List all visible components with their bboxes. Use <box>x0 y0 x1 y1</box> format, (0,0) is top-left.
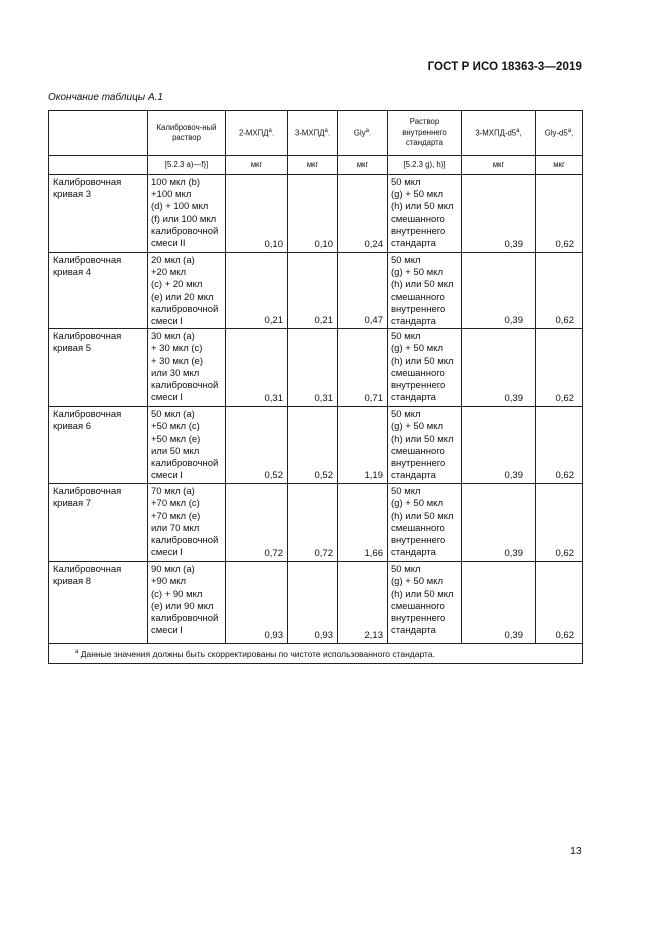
row-label-line: Калибровочная <box>53 331 122 343</box>
calibration-mix-line: +50 мкл (c) <box>151 421 200 433</box>
row-label-line: Калибровочная <box>53 486 122 498</box>
calibration-mix-line: смеси I <box>151 470 183 482</box>
calibration-mix-line: +70 мкл (e) <box>151 510 201 522</box>
value-3-mchpd-d5: 0,39 <box>462 484 536 562</box>
value-gly-d5: 0,62 <box>536 484 583 562</box>
table-row <box>49 484 583 562</box>
table-row <box>49 329 583 407</box>
header-2-mchpd: 2-МХПД$^a$. <box>226 111 288 156</box>
row-label <box>49 407 148 484</box>
footnote-mark: a <box>75 649 79 656</box>
calibration-mix <box>148 407 226 484</box>
calibration-mix-line: калибровочной <box>151 535 219 547</box>
calibration-mix-line: смеси I <box>151 316 183 328</box>
unit-cell: мкг <box>226 156 288 175</box>
internal-standard-line: смешанного <box>391 600 445 612</box>
value-2-mchpd: 0,31 <box>226 329 288 407</box>
unit-cell: [5.2.3 a)—f)] <box>148 156 226 175</box>
internal-standard-line: смешанного <box>391 367 445 379</box>
calibration-mix-line: (f) или 100 мкл <box>151 213 217 225</box>
internal-standard-line: стандарта <box>391 238 436 250</box>
value-gly: 2,13 <box>338 562 388 644</box>
header-3-mchpd: 3-МХПД$^a$. <box>288 111 338 156</box>
internal-standard-line: внутреннего <box>391 458 446 470</box>
calibration-mix-line: + 30 мкл (e) <box>151 355 203 367</box>
calibration-mix-line: (c) + 90 мкл <box>151 588 203 600</box>
value-3-mchpd-d5: 0,39 <box>462 175 536 253</box>
calibration-mix-line: или 70 мкл <box>151 522 200 534</box>
calibration-mix-line: 30 мкл (a) <box>151 331 195 343</box>
internal-standard-line: (h) или 50 мкл <box>391 201 454 213</box>
row-label-line: кривая 6 <box>53 421 92 433</box>
calibration-mix-line: 50 мкл (a) <box>151 409 195 421</box>
row-label <box>49 175 148 253</box>
row-label-line: Калибровочная <box>53 255 122 266</box>
internal-standard-line: 50 мкл <box>391 331 421 343</box>
value-3-mchpd: 0,31 <box>288 329 338 407</box>
internal-standard-line: (h) или 50 мкл <box>391 510 454 522</box>
row-label-line: Калибровочная <box>53 564 122 576</box>
value-3-mchpd-d5: 0,39 <box>462 329 536 407</box>
table-caption: Окончание таблицы А.1 <box>48 92 163 103</box>
document-number: ГОСТ Р ИСО 18363-3—2019 <box>427 61 582 73</box>
calibration-mix-line: +20 мкл <box>151 267 187 279</box>
row-label-line: кривая 8 <box>53 576 92 588</box>
unit-cell: мкг <box>462 156 536 175</box>
internal-standard-line: стандарта <box>391 625 436 637</box>
calibration-mix-line: +90 мкл <box>151 576 187 588</box>
internal-standard-line: 50 мкл <box>391 564 421 576</box>
value-3-mchpd: 0,21 <box>288 253 338 329</box>
header-calibration-solution: Калибровоч-ный раствор <box>148 111 226 156</box>
calibration-mix <box>148 175 226 253</box>
calibration-mix-line: (c) + 20 мкл <box>151 279 203 291</box>
internal-standard-line: (g) + 50 мкл <box>391 189 443 201</box>
table-row <box>49 253 583 329</box>
internal-standard <box>388 329 462 407</box>
calibration-mix-line: калибровочной <box>151 303 219 315</box>
internal-standard-line: стандарта <box>391 392 436 404</box>
value-3-mchpd: 0,72 <box>288 484 338 562</box>
unit-cell: мкг <box>338 156 388 175</box>
calibration-mix-line: +70 мкл (c) <box>151 498 200 510</box>
internal-standard-line: стандарта <box>391 316 436 328</box>
calibration-mix-line: смеси I <box>151 392 183 404</box>
internal-standard-line: смешанного <box>391 291 445 303</box>
internal-standard-line: 50 мкл <box>391 255 421 266</box>
calibration-mix-line: 70 мкл (a) <box>151 486 195 498</box>
footnote-row <box>49 644 583 664</box>
calibration-table <box>48 110 583 664</box>
value-2-mchpd: 0,72 <box>226 484 288 562</box>
internal-standard <box>388 253 462 329</box>
calibration-mix-line: смеси I <box>151 547 183 559</box>
internal-standard-line: (h) или 50 мкл <box>391 433 454 445</box>
value-3-mchpd-d5: 0,39 <box>462 407 536 484</box>
internal-standard-line: (h) или 50 мкл <box>391 355 454 367</box>
table-row <box>49 562 583 644</box>
internal-standard-line: стандарта <box>391 547 436 559</box>
value-gly: 1,66 <box>338 484 388 562</box>
calibration-mix-line: или 30 мкл <box>151 367 200 379</box>
internal-standard-line: (g) + 50 мкл <box>391 343 443 355</box>
unit-cell: [5.2.3 g), h)] <box>388 156 462 175</box>
value-2-mchpd: 0,52 <box>226 407 288 484</box>
footnote-text: Данные значения должны быть скорректированы по чистоте использованного стандарта. <box>80 649 435 660</box>
header-3-mchpd-d5: 3-МХПД-d5$^a$, <box>462 111 536 156</box>
value-3-mchpd-d5: 0,39 <box>462 562 536 644</box>
calibration-mix-line: +100 мкл <box>151 189 192 201</box>
row-label <box>49 562 148 644</box>
row-label-line: кривая 7 <box>53 498 92 510</box>
calibration-mix-line: калибровочной <box>151 380 219 392</box>
value-gly-d5: 0,62 <box>536 407 583 484</box>
value-2-mchpd: 0,21 <box>226 253 288 329</box>
page-number: 13 <box>570 845 582 857</box>
calibration-mix-line: (e) или 90 мкл <box>151 600 214 612</box>
calibration-mix-line: калибровочной <box>151 225 219 237</box>
calibration-mix-line: калибровочной <box>151 613 219 625</box>
value-gly: 1,19 <box>338 407 388 484</box>
calibration-mix-line: смеси II <box>151 238 186 250</box>
internal-standard-line: внутреннего <box>391 303 446 315</box>
value-2-mchpd: 0,10 <box>226 175 288 253</box>
unit-cell: мкг <box>536 156 583 175</box>
internal-standard-line: 50 мкл <box>391 486 421 498</box>
row-label-line: кривая 4 <box>53 267 92 279</box>
calibration-mix-line: 100 мкл (b) <box>151 177 201 188</box>
calibration-mix <box>148 562 226 644</box>
internal-standard-line: внутреннего <box>391 225 446 237</box>
internal-standard <box>388 562 462 644</box>
row-label <box>49 253 148 329</box>
internal-standard <box>388 484 462 562</box>
units-row <box>49 156 583 175</box>
header-gly-d5: Gly-d5$^a$, <box>536 111 583 156</box>
header-internal-standard: Раствор внутреннего стандарта <box>388 111 462 156</box>
calibration-mix-line: (e) или 20 мкл <box>151 291 214 303</box>
internal-standard-line: смешанного <box>391 213 445 225</box>
header-gly: Gly$^a$. <box>338 111 388 156</box>
table-row <box>49 175 583 253</box>
internal-standard-line: 50 мкл <box>391 177 421 188</box>
table-row <box>49 407 583 484</box>
row-label <box>49 329 148 407</box>
header-row <box>49 111 583 156</box>
header-cell-empty <box>49 111 148 156</box>
internal-standard-line: смешанного <box>391 522 445 534</box>
calibration-mix-line: (d) + 100 мкл <box>151 201 209 213</box>
internal-standard <box>388 407 462 484</box>
internal-standard-line: 50 мкл <box>391 409 421 421</box>
calibration-mix-line: +50 мкл (e) <box>151 433 201 445</box>
row-label-line: Калибровочная <box>53 177 122 188</box>
calibration-mix-line: + 30 мкл (c) <box>151 343 203 355</box>
row-label-line: Калибровочная <box>53 409 122 421</box>
value-gly: 0,24 <box>338 175 388 253</box>
value-2-mchpd: 0,93 <box>226 562 288 644</box>
value-gly-d5: 0,62 <box>536 562 583 644</box>
internal-standard-line: (g) + 50 мкл <box>391 421 443 433</box>
row-label-line: кривая 3 <box>53 189 92 201</box>
calibration-mix-line: смеси I <box>151 625 183 637</box>
internal-standard-line: (g) + 50 мкл <box>391 498 443 510</box>
value-gly: 0,71 <box>338 329 388 407</box>
internal-standard-line: внутреннего <box>391 380 446 392</box>
internal-standard <box>388 175 462 253</box>
value-gly-d5: 0,62 <box>536 253 583 329</box>
row-label <box>49 484 148 562</box>
internal-standard-line: (h) или 50 мкл <box>391 279 454 291</box>
internal-standard-line: внутреннего <box>391 613 446 625</box>
internal-standard-line: внутреннего <box>391 535 446 547</box>
calibration-mix-line: или 50 мкл <box>151 445 200 457</box>
value-gly: 0,47 <box>338 253 388 329</box>
internal-standard-line: стандарта <box>391 470 436 482</box>
value-3-mchpd: 0,52 <box>288 407 338 484</box>
value-3-mchpd: 0,93 <box>288 562 338 644</box>
internal-standard-line: смешанного <box>391 445 445 457</box>
value-3-mchpd-d5: 0,39 <box>462 253 536 329</box>
unit-cell <box>49 156 148 175</box>
row-label-line: кривая 5 <box>53 343 92 355</box>
internal-standard-line: (g) + 50 мкл <box>391 267 443 279</box>
calibration-mix <box>148 253 226 329</box>
value-gly-d5: 0,62 <box>536 175 583 253</box>
calibration-mix-line: 20 мкл (a) <box>151 255 195 266</box>
table-footnote <box>49 644 583 664</box>
internal-standard-line: (g) + 50 мкл <box>391 576 443 588</box>
unit-cell: мкг <box>288 156 338 175</box>
value-3-mchpd: 0,10 <box>288 175 338 253</box>
calibration-mix-line: 90 мкл (a) <box>151 564 195 576</box>
value-gly-d5: 0,62 <box>536 329 583 407</box>
calibration-mix-line: калибровочной <box>151 458 219 470</box>
internal-standard-line: (h) или 50 мкл <box>391 588 454 600</box>
calibration-mix <box>148 484 226 562</box>
calibration-mix <box>148 329 226 407</box>
